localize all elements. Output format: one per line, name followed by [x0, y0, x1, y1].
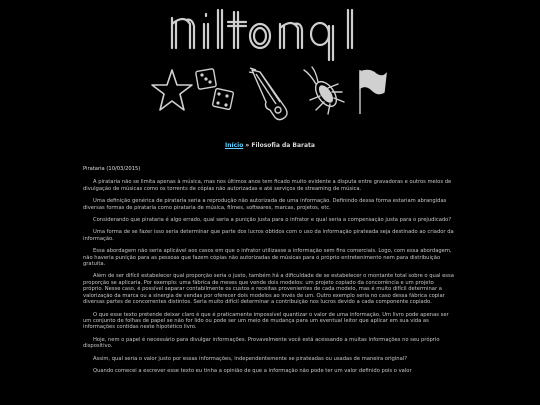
dice-icon[interactable] — [194, 66, 238, 118]
breadcrumb-home-link[interactable]: Início — [225, 142, 244, 149]
article-paragraph: Essa abordagem não seria aplicável aos casos em que o infrator utilizasse a informação sem fins comerciais. Logo, com essa abordagem, não haveria punição para as pessoas que fazem cópias não autorizadas de músicas para o próprio entretenimento nem para distribuição gratuita. — [83, 248, 452, 268]
breadcrumb-current: Filosofia da Barata — [251, 142, 315, 149]
article-paragraph: Considerando que pirataria é algo errado, qual seria a punição justa para o infrator e qual seria a compensação justa para o prejudicado? — [93, 217, 452, 224]
article-paragraph: A pirataria não se limita apenas à música, mas nos últimos anos tem ficado muito evidente a disputa entre gravadoras e outros meios de divulgação de músicas como os torrents de cópias não autorizadas e até serviços de streaming de música. — [83, 179, 452, 192]
star-icon[interactable] — [150, 66, 194, 118]
site-logo[interactable] — [168, 4, 372, 62]
breadcrumb — [0, 142, 540, 149]
cockroach-icon[interactable] — [302, 66, 346, 118]
article-paragraph: Uma definição genérica de pirataria seria a reprodução não autorizada de uma informação. Definindo dessa forma estariam abrangidas diversas formas de pirataria como pirataria de música, filmes, softwares, marcas, projetos, etc. — [83, 198, 447, 211]
flag-icon[interactable] — [354, 66, 390, 118]
article-title: Pirataria (10/03/2015) — [83, 166, 141, 172]
article-body — [83, 166, 455, 380]
article-paragraph: Hoje, nem o papel é necessário para divulgar informações. Provavelmente você está acessando a muitas informações no seu próprio dispositivo. — [83, 336, 440, 350]
article-paragraph: Assim, qual seria o valor justo por essas informações, independentemente se pirateadas ou usadas de maneira original? — [93, 355, 407, 362]
article-paragraph: Uma forma de se fazer isso seria determinar que parte dos lucros obtidos com o uso da informação pirateada seja destinado ao criador da informação. — [83, 229, 454, 242]
article-paragraph: Além de ser difícil estabelecer qual proporção seria o justo, também há a dificuldade de se estabelecer o montante total sobre o qual essa proporção se aplicaria. Por exemplo: uma fábrica de meses que vende dois modelos: um projeto copiado da concorrência e um projeto próprio. Nesse caso, é possível separar contabilmente os custos e receitas provenientes de cada modelo, mas é muito difícil determinar a valorização da marca ou a sinergia de vendas por oferecer dois modelos ao invés de um. Outro exemplo seria no caso dessa fábrica copiar diversas partes de concorrentes distintos. Seria muito difícil determinar a contribuição nos lucros devido a cada componente copiado. — [83, 273, 454, 306]
icon-row — [150, 66, 390, 124]
breadcrumb-separator: » — [243, 142, 252, 149]
guitar-icon[interactable] — [246, 66, 294, 122]
article-paragraph: Quando comecei a escrever esse texto eu tinha a opinião de que a informação não pode ter um valor definido pois o valor — [93, 367, 412, 374]
article-paragraph: O que esse texto pretende deixar claro é que é praticamente impossível quantizar o valor de uma informação. Um livro pode apenas ser um conjunto de folhas de papel se não for lido ou pode ser um meio de mudança para um eventual leitor que aplicar em sua vida as informações contidas neste hipotético livro. — [83, 311, 449, 331]
